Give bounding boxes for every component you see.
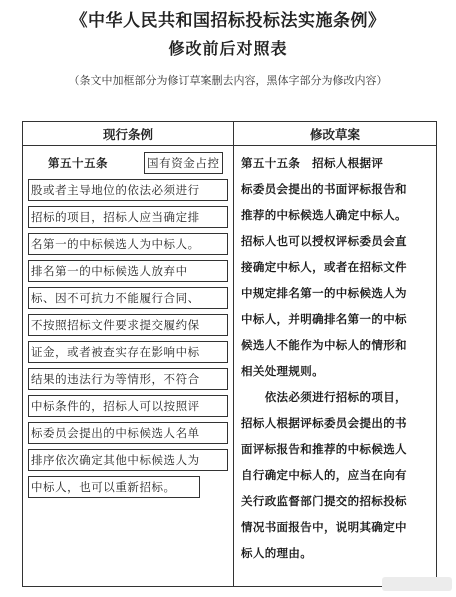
draft-line: 中标人，并明确排名第一的中标	[241, 312, 407, 326]
deleted-text-box: 标委员会提出的中标候选人名单	[28, 422, 228, 444]
deleted-text-box: 中标条件的，招标人可以按照评	[28, 395, 228, 417]
draft-line: 候选人不能作为中标人的情形和	[241, 338, 407, 352]
draft-line: 接确定中标人，或者在招标文件	[241, 260, 407, 274]
watermark-blur	[382, 577, 452, 591]
draft-line: 推荐的中标候选人确定中标人。	[241, 208, 407, 222]
draft-line: 自行确定中标人的，应当在向有	[241, 468, 407, 482]
deleted-text-box: 招标的项目，招标人应当确定排	[28, 206, 228, 228]
column-header-draft: 修改草案	[309, 127, 360, 142]
comparison-table	[22, 121, 437, 587]
draft-line: 相关处理规则。	[241, 364, 324, 378]
draft-line: 招标人也可以授权评标委员会直	[241, 234, 407, 248]
draft-line: 中规定排名第一的中标候选人为	[241, 286, 407, 300]
header-divider	[23, 145, 436, 146]
draft-line: 依法必须进行招标的项目，	[241, 390, 407, 404]
deleted-text-box: 股或者主导地位的依法必须进行	[28, 179, 228, 201]
column-divider	[233, 122, 234, 586]
draft-line: 标委员会提出的书面评标报告和	[241, 182, 407, 196]
editing-note: （条文中加框部分为修订草案删去内容，黑体字部分为修改内容）	[68, 74, 388, 87]
draft-line: 招标人根据评标委员会提出的书	[241, 416, 407, 430]
deleted-text-box: 结果的违法行为等情形，不符合	[28, 368, 228, 390]
document-subtitle: 修改前后对照表	[168, 39, 288, 58]
deleted-text-box: 名第一的中标候选人为中标人。	[28, 233, 228, 255]
current-first-line	[28, 152, 228, 174]
column-header-current: 现行条例	[102, 127, 153, 142]
deleted-text-box: 证金，或者被查实存在影响中标	[28, 341, 228, 363]
document-title: 《中华人民共和国招标投标法实施条例》	[70, 11, 386, 31]
deleted-text-box: 排名第一的中标候选人放弃中	[28, 260, 228, 282]
draft-line: 情况书面报告中，说明其确定中	[241, 520, 407, 534]
draft-line: 关行政监督部门提交的招标投标	[241, 494, 407, 508]
draft-line: 标人的理由。	[241, 546, 313, 560]
draft-line: 第五十五条 招标人根据评	[241, 156, 384, 170]
current-article-number: 第五十五条	[48, 156, 108, 170]
deleted-text-box: 标、因不可抗力不能履行合同、	[28, 287, 228, 309]
deleted-text-box: 排序依次确定其他中标候选人为	[28, 449, 228, 471]
deleted-text-box: 不按照招标文件要求提交履约保	[28, 314, 228, 336]
draft-line: 面评标报告和推荐的中标候选人	[241, 442, 407, 456]
deleted-text-box: 国有资金占控	[144, 152, 223, 174]
deleted-text-box: 中标人，也可以重新招标。	[28, 476, 200, 498]
